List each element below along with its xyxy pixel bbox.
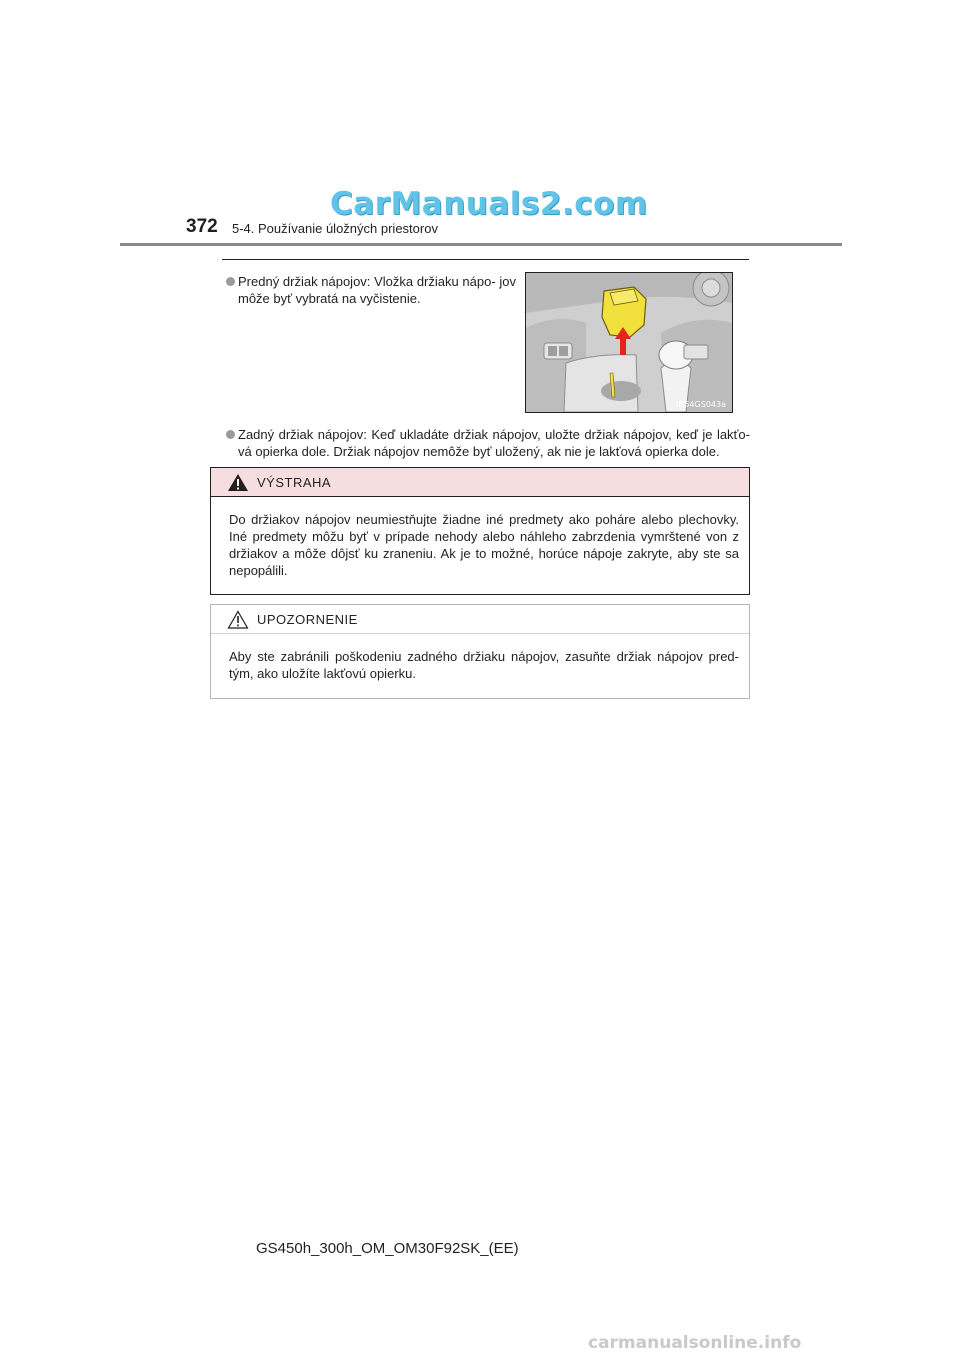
figure-label: IN54GS043a	[676, 400, 726, 409]
page-number: 372	[186, 216, 218, 237]
notice-header	[211, 605, 749, 634]
section-title: 5-4. Používanie úložných priestorov	[232, 221, 438, 236]
console-illustration	[526, 273, 732, 412]
bullet-text: Zadný držiak nápojov: Keď ukladáte držiak nápojov, uložte držiak nápojov, keď je lakťo- vá opierka dole. Držiak nápojov nemôže byť uložený, ak nie je lakťová opierka dole.	[238, 427, 750, 459]
bullet-text: Predný držiak nápojov: Vložka držiaku nápo- jov môže byť vybratá na vyčistenie.	[238, 274, 516, 306]
header-rule	[120, 243, 842, 246]
bullet-front-holder	[226, 273, 516, 307]
notice-body: Aby ste zabránili poškodeniu zadného držiaku nápojov, zasuňte držiak nápojov pred- tým, ako uložíte lakťovú opierku.	[229, 649, 739, 681]
caution-triangle-icon	[227, 610, 249, 629]
warning-box	[210, 467, 750, 595]
content-rule	[222, 259, 749, 260]
watermark-bottom: carmanualsonline.info	[588, 1333, 802, 1353]
warning-title: VÝSTRAHA	[257, 475, 332, 490]
bullet-dot-icon	[226, 277, 235, 286]
notice-title: UPOZORNENIE	[257, 612, 358, 627]
warning-header	[211, 468, 749, 497]
cup-holder-figure	[525, 272, 733, 413]
bullet-rear-holder	[226, 426, 750, 460]
watermark-top: CarManuals2.com	[330, 186, 648, 222]
notice-box	[210, 604, 750, 699]
warning-triangle-icon	[227, 473, 249, 492]
document-code: GS450h_300h_OM_OM30F92SK_(EE)	[256, 1240, 519, 1257]
bullet-dot-icon	[226, 430, 235, 439]
warning-body: Do držiakov nápojov neumiestňujte žiadne iné predmety ako poháre alebo plechovky. Iné predmety môžu byť v prípade nehody alebo náhleho zabrzdenia vymrštené von z držiakov a môže dôjsť ku zraneniu. Ak je to možné, horúce nápoje zakryte, aby ste sa nepopálili.	[229, 512, 739, 578]
